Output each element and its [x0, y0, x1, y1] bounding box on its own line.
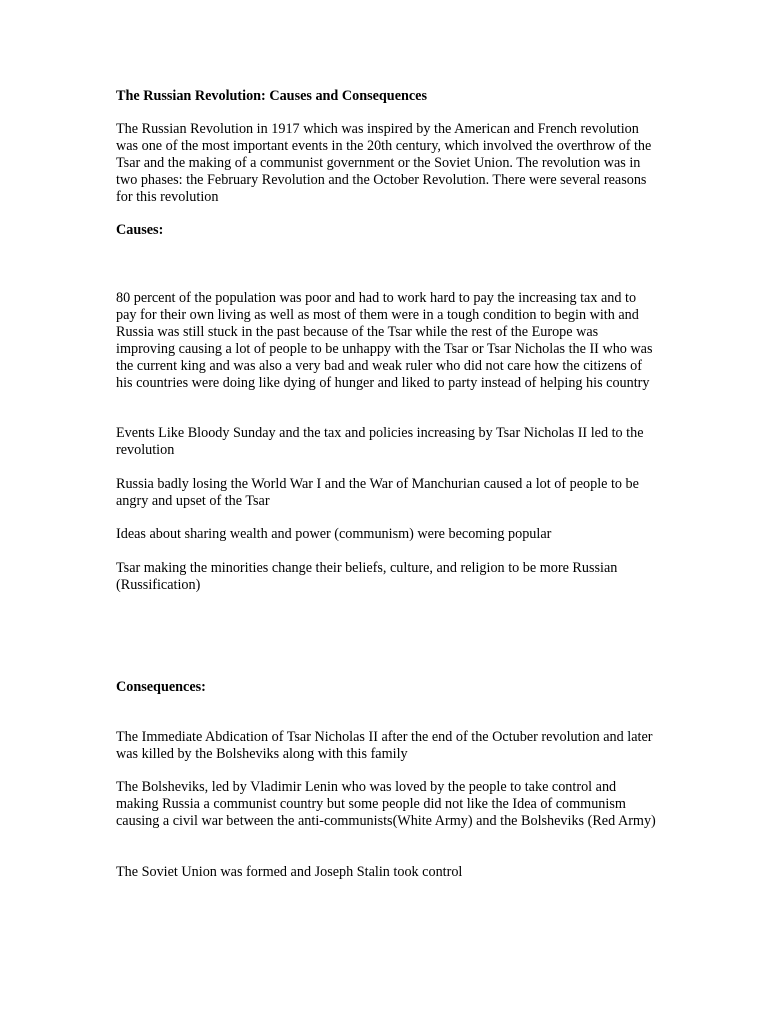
- cause-paragraph-1: 80 percent of the population was poor and had to work hard to pay the increasing tax and to pay for their own living as well as most of them were in a tough condition to begin with and Russia was still stuck in the past because of the Tsar while the rest of the Europe was improving causing a lot of people to be unhappy with the Tsar or Tsar Nicholas the II who was the current king and was also a very bad and weak ruler who did not care how the citizens of his countries were doing like dying of hunger and liked to party instead of helping his country: [116, 290, 653, 391]
- cause-paragraph-3: Russia badly losing the World War I and the War of Manchurian caused a lot of people to be angry and upset of the Tsar: [116, 476, 639, 509]
- consequence-paragraph-1: The Immediate Abdication of Tsar Nicholas II after the end of the Octuber revolution and later was killed by the Bolsheviks along with this family: [116, 729, 653, 762]
- cause-paragraph-4: Ideas about sharing wealth and power (communism) were becoming popular: [116, 526, 552, 542]
- cause-paragraph-5: Tsar making the minorities change their beliefs, culture, and religion to be more Russian (Russification): [116, 560, 618, 593]
- intro-paragraph: The Russian Revolution in 1917 which was inspired by the American and French revolution was one of the most important events in the 20th century, which involved the overthrow of the Tsar and the making of a communist government or the Soviet Union. The revolution was in two phases: the February Revolution and the October Revolution. There were several reasons for this revolution: [116, 121, 652, 205]
- document-title: The Russian Revolution: Causes and Consequences: [116, 88, 428, 104]
- consequences-heading: Consequences:: [116, 679, 206, 695]
- cause-paragraph-2: Events Like Bloody Sunday and the tax and policies increasing by Tsar Nicholas II led to the revolution: [116, 425, 644, 458]
- consequence-paragraph-2: The Bolsheviks, led by Vladimir Lenin who was loved by the people to take control and making Russia a communist country but some people did not like the Idea of communism causing a civil war between the anti-communists(White Army) and the Bolsheviks (Red Army): [116, 779, 656, 829]
- causes-heading: Causes:: [116, 222, 164, 238]
- consequence-paragraph-3: The Soviet Union was formed and Joseph Stalin took control: [116, 864, 463, 880]
